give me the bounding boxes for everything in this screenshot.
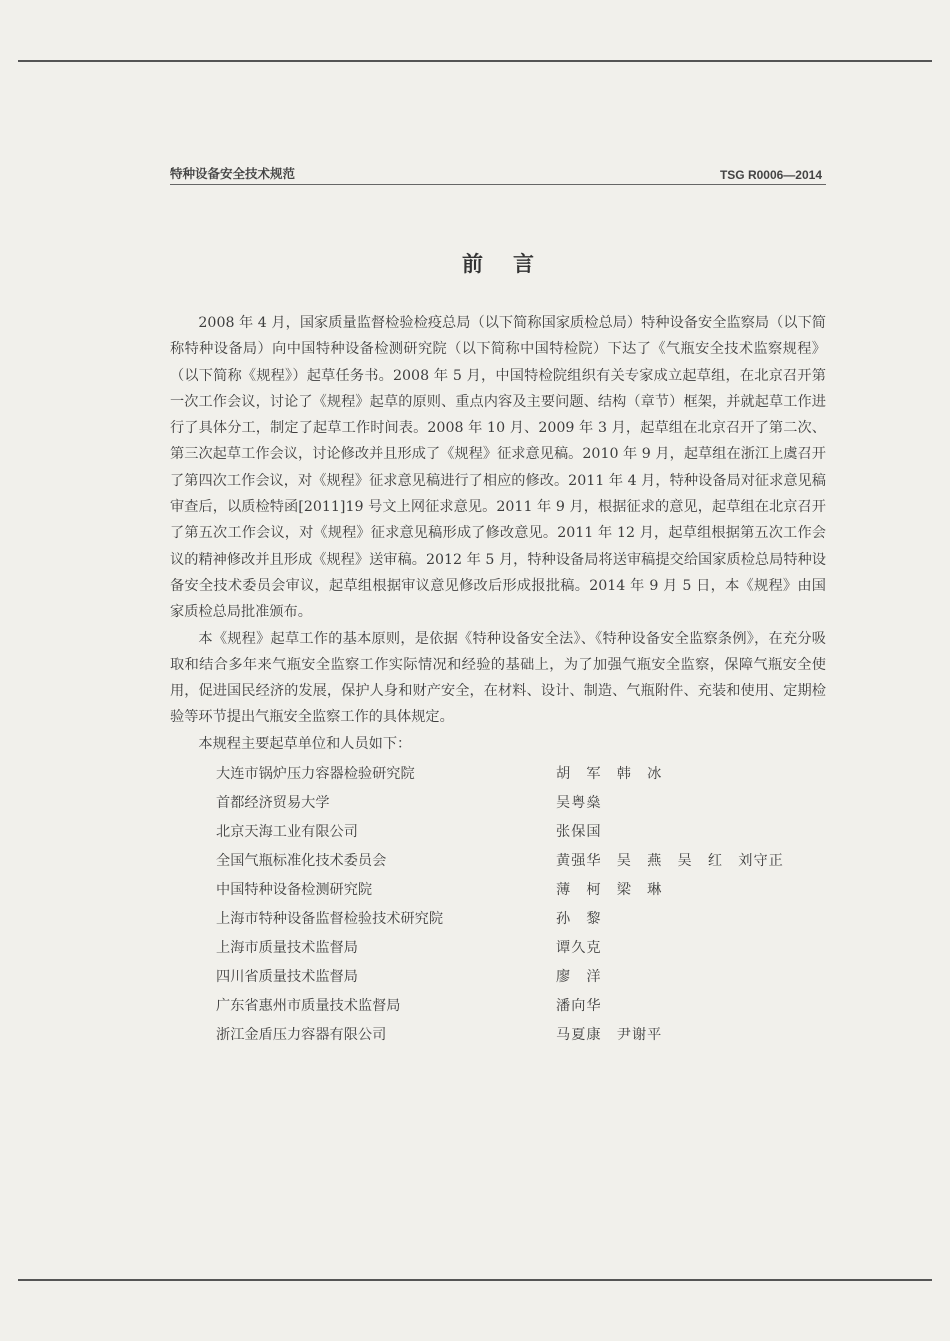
drafter-people: 孙 黎 (556, 911, 602, 928)
drafter-org: 中国特种设备检测研究院 (216, 882, 373, 899)
drafter-row (216, 991, 826, 1020)
drafter-row (216, 904, 826, 933)
drafter-people: 廖 洋 (556, 969, 602, 986)
scan-edge-top (18, 60, 932, 62)
drafter-org: 广东省惠州市质量技术监督局 (216, 998, 401, 1015)
header-series: 特种设备安全技术规范 (170, 166, 296, 181)
drafter-org: 北京天海工业有限公司 (216, 824, 358, 841)
drafter-org: 四川省质量技术监督局 (216, 969, 358, 986)
preface-body (170, 310, 826, 1049)
drafter-people: 谭久克 (556, 940, 602, 957)
drafter-org: 上海市质量技术监督局 (216, 940, 358, 957)
drafter-org: 大连市锅炉压力容器检验研究院 (216, 766, 415, 783)
drafter-org: 全国气瓶标准化技术委员会 (216, 853, 387, 870)
page-title: 前言 (462, 251, 564, 276)
drafter-row (216, 788, 826, 817)
drafter-row (216, 759, 826, 788)
drafter-row (216, 933, 826, 962)
drafter-people: 胡 军 韩 冰 (556, 766, 663, 783)
drafter-people: 张保国 (556, 824, 602, 841)
drafters-list (216, 759, 826, 1049)
paragraph-principles: 本《规程》起草工作的基本原则，是依据《特种设备安全法》、《特种设备安全监察条例》，在充分吸取和结合多年来气瓶安全监察工作实际情况和经验的基础上，为了加强气瓶安全监察，保障气瓶安全使用，促进国民经济的发展，保护人身和财产安全，在材料、设计、制造、气瓶附件、充装和使用、定期检验等环节提出气瓶安全监察工作的具体规定。 (170, 630, 826, 726)
header-code: TSG R0006—2014 (719, 168, 822, 182)
drafter-row (216, 817, 826, 846)
drafter-people: 吴粤燊 (556, 795, 602, 812)
paragraph-history: 2008 年 4 月，国家质量监督检验检疫总局（以下简称国家质检总局）特种设备安全监察局（以下简称特种设备局）向中国特种设备检测研究院（以下简称中国特检院）下达了《气瓶安全技术监察规程》（以下简称《规程》）起草任务书。2008 年 5 月，中国特检院组织有关专家成立起草组，在北京召开第一次工作会议，讨论了《规程》起草的原则、重点内容及主要问题、结构（章节）框架，并就起草工作进行了具体分工，制定了起草工作时间表。2008 年 10 月、2009 年 3 月，起草组在北京召开了第二次、第三次起草工作会议，讨论修改并且形成了《规程》征求意见稿。2010 年 9 月，起草组在浙江上虞召开了第四次工作会议，对《规程》征求意见稿进行了相应的修改。2011 年 4 月，特种设备局对征求意见稿审查后，以质检特函[2011]19 号文上网征求意见。2011 年 9 月，根据征求的意见，起草组在北京召开了第五次工作会议，对《规程》征求意见稿形成了修改意见。2011 年 12 月，起草组根据第五次工作会议的精神修改并且形成《规程》送审稿。2012 年 5 月，特种设备局将送审稿提交给国家质检总局特种设备安全技术委员会审议，起草组根据审议意见修改后形成报批稿。2014 年 9 月 5 日，本《规程》由国家质检总局批准颁布。 (170, 315, 826, 621)
drafter-org: 首都经济贸易大学 (216, 795, 330, 812)
drafter-people: 薄 柯 梁 琳 (556, 882, 663, 899)
drafter-row (216, 962, 826, 991)
page-header (170, 162, 826, 185)
drafter-people: 潘向华 (556, 998, 602, 1015)
drafter-org: 浙江金盾压力容器有限公司 (216, 1027, 387, 1044)
drafter-people: 马夏康 尹谢平 (556, 1027, 663, 1044)
drafter-people: 黄强华 吴 燕 吴 红 刘守正 (556, 853, 784, 870)
scan-edge-bottom (18, 1279, 932, 1281)
drafters-intro: 本规程主要起草单位和人员如下： (198, 735, 412, 752)
drafter-row (216, 1020, 826, 1049)
drafter-row (216, 846, 826, 875)
drafter-org: 上海市特种设备监督检验技术研究院 (216, 911, 444, 928)
drafter-row (216, 875, 826, 904)
